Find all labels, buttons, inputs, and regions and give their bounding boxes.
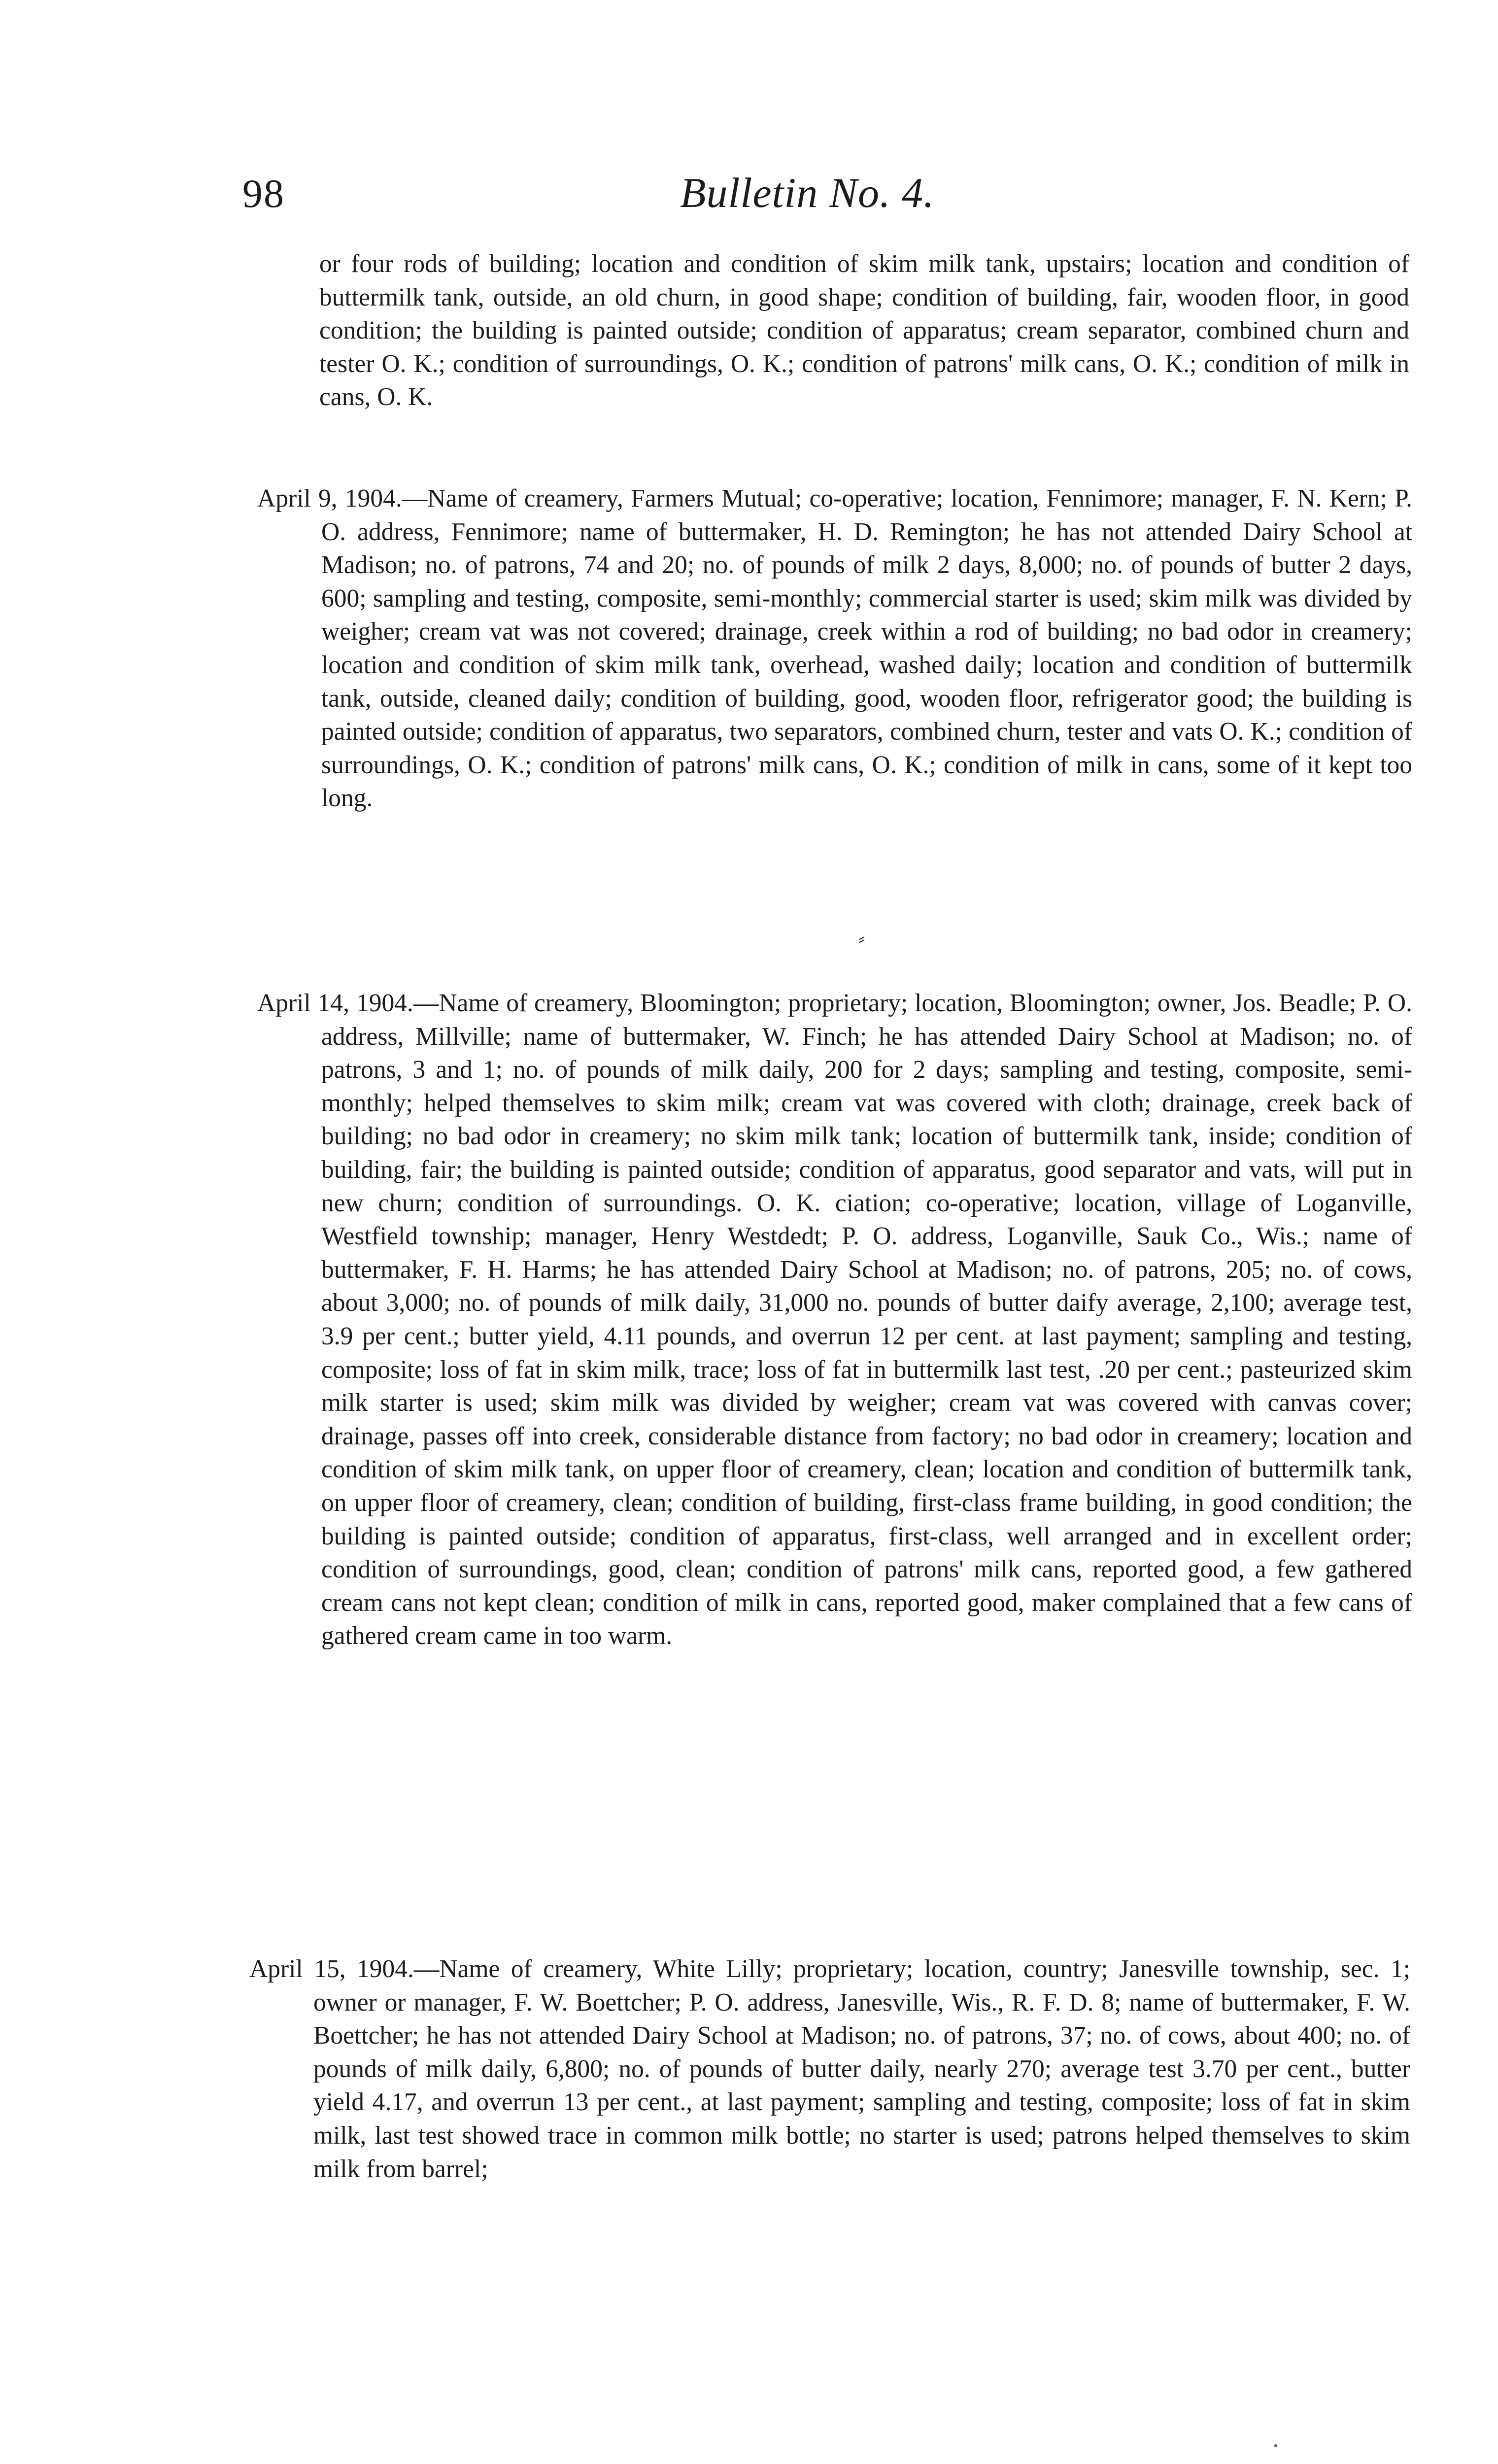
paragraph-continued: or four rods of building; location and condition of skim milk tank, upstairs; location and condition of buttermilk tank, outside, an old churn, in good shape; condition of building, fair, wooden floor, in good condition; the building is painted outside; condition of apparatus; cream separator, combined churn and tester O. K.; condition of surroundings, O. K.; condition of patrons' milk cans, O. K.; condition of milk in cans, O. K. bbox=[319, 250, 1409, 411]
page-number: 98 bbox=[242, 171, 285, 216]
entry-april-14: April 14, 1904.—Name of creamery, Bloomington; proprietary; location, Bloomington; owner, Jos. Beadle; P. O. address, Millville; name of buttermaker, W. Finch; he has attended Dairy School at Madison; no. of patrons, 3 and 1; no. of pounds of milk daily, 200 for 2 days; sampling and testing, composite, semi-monthly; helped themselves to skim milk; cream vat was covered with cloth; drainage, creek back of building; no bad odor in creamery; no skim milk tank; location of buttermilk tank, inside; condition of building, fair; the building is painted outside; condition of apparatus, good separator and vats, will put in new churn; condition of surroundings. O. K. ciation; co-operative; location, village of Loganville, Westfield township; manager, Henry Westdedt; P. O. address, Loganville, Sauk Co., Wis.; name of buttermaker, F. H. Harms; he has attended Dairy School at Madison; no. of patrons, 205; no. of cows, about 3,000; no. of pounds of milk daily, 31,000 no. pounds of butter daify average, 2,100; average test, 3.9 per cent.; butter yield, 4.11 pounds, and overrun 12 per cent. at last payment; sampling and testing, composite; loss of fat in skim milk, trace; loss of fat in buttermilk last test, .20 per cent.; pasteurized skim milk starter is used; skim milk was divided by weigher; cream vat was covered with canvas cover; drainage, passes off into creek, considerable distance from factory; no bad odor in creamery; location and condition of skim milk tank, on upper floor of creamery, clean; location and condition of buttermilk tank, on upper floor of creamery, clean; condition of building, first-class frame building, in good condition; the building is painted outside; condition of apparatus, first-class, well arranged and in excellent order; condition of surroundings, good, clean; condition of patrons' milk cans, reported good, a few gathered cream cans not kept clean; condition of milk in cans, reported good, maker complained that a few cans of gathered cream came in too warm. bbox=[257, 989, 1412, 1650]
running-title: Bulletin No. 4. bbox=[680, 169, 935, 216]
entry-april-15: April 15, 1904.—Name of creamery, White Lilly; proprietary; location, country; Janesville township, sec. 1; owner or manager, F. W. Boettcher; P. O. address, Janesville, Wis., R. F. D. 8; name of buttermaker, F. W. Boettcher; he has not attended Dairy School at Madison; no. of patrons, 37; no. of cows, about 400; no. of pounds of milk daily, 6,800; no. of pounds of butter daily, nearly 270; average test 3.70 per cent., butter yield 4.17, and overrun 13 per cent., at last payment; sampling and testing, composite; loss of fat in skim milk, last test showed trace in common milk bottle; no starter is used; patrons helped themselves to skim milk from barrel; bbox=[249, 1955, 1410, 2183]
entry-april-9: April 9, 1904.—Name of creamery, Farmers Mutual; co-operative; location, Fennimore; manager, F. N. Kern; P. O. address, Fennimore; name of buttermaker, H. D. Remington; he has not attended Dairy School at Madison; no. of patrons, 74 and 20; no. of pounds of milk 2 days, 8,000; no. of pounds of butter 2 days, 600; sampling and testing, composite, semi-monthly; commercial starter is used; skim milk was divided by weigher; cream vat was not covered; drainage, creek within a rod of building; no bad odor in creamery; location and condition of skim milk tank, overhead, washed daily; location and condition of buttermilk tank, outside, cleaned daily; condition of building, good, wooden floor, refrigerator good; the building is painted outside; condition of apparatus, two separators, combined churn, tester and vats O. K.; condition of surroundings, O. K.; condition of patrons' milk cans, O. K.; condition of milk in cans, some of it kept too long. bbox=[257, 484, 1412, 813]
paper-speck bbox=[1274, 2444, 1277, 2447]
print-blemish: ⸗ bbox=[858, 927, 865, 949]
